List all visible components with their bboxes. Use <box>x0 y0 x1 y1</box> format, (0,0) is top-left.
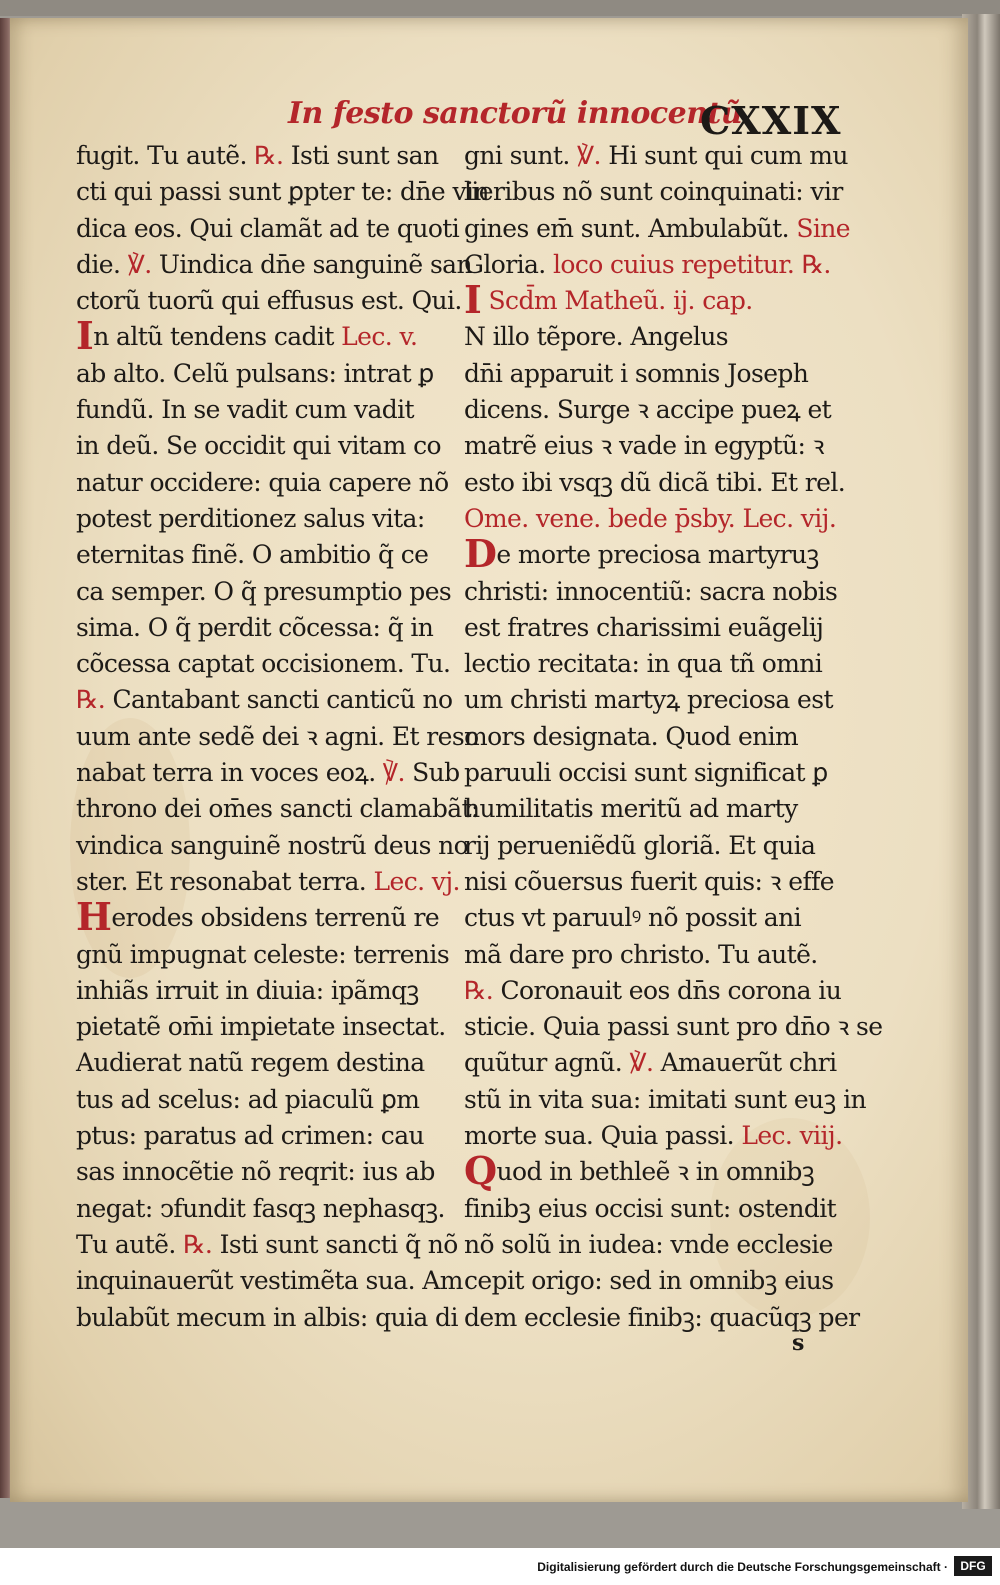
text-segment: lectio recitata: in qua tñ omni <box>464 649 823 679</box>
text-segment: erodes obsidens terrenũ re <box>111 903 440 933</box>
text-line <box>464 900 862 936</box>
text-segment: Amauerũt chri <box>653 1048 837 1078</box>
text-segment: e morte preciosa martyruꝫ <box>496 540 819 570</box>
text-line <box>76 1154 448 1190</box>
text-segment: stũ in vita sua: imitati sunt euꝫ in <box>464 1084 866 1114</box>
text-line <box>76 1118 448 1154</box>
rubric-text: Scd̄m Matheũ. ij. cap. <box>481 286 753 316</box>
text-segment: dem ecclesie finibꝫ: quacũqꝫ per <box>464 1302 860 1332</box>
text-segment: um christi martyꝝ preciosa est <box>464 685 833 715</box>
text-line <box>76 392 448 428</box>
text-segment: Gloria. <box>464 249 553 279</box>
text-line <box>76 755 460 791</box>
rubric-text: Lec. vj. <box>373 866 460 896</box>
text-segment: throno dei om̄es sancti clamabãt: <box>76 794 479 824</box>
text-segment: morte sua. Quia passi. <box>464 1121 742 1151</box>
text-segment: ab alto. Celũ pulsans: intrat ꝑ <box>76 358 434 388</box>
rubricated-initial: I <box>76 313 94 359</box>
rubric-text: ℞. <box>464 975 494 1005</box>
text-segment: cõcessa captat occisionem. Tu. <box>76 649 451 679</box>
scan-top-edge <box>0 0 1000 16</box>
text-line <box>464 682 862 718</box>
text-line <box>76 1263 463 1299</box>
text-line <box>464 973 862 1009</box>
text-segment: ctus vt paruulꝰ nõ possit ani <box>464 903 801 933</box>
text-line <box>76 791 479 827</box>
dfg-logo: DFG <box>954 1556 992 1576</box>
text-line <box>464 646 862 682</box>
text-line <box>76 174 489 210</box>
text-segment: negat: ↄfundit fasqꝫ nephasqꝫ. <box>76 1193 445 1223</box>
text-segment: nõ solũ in iudea: vnde ecclesie <box>464 1229 833 1259</box>
rubricated-initial: Q <box>464 1148 497 1194</box>
rubricated-initial: H <box>76 894 112 940</box>
text-line <box>76 211 460 247</box>
text-segment: uum ante sedẽ dei ꝛ agni. Et reso <box>76 721 479 751</box>
text-line <box>464 1148 862 1194</box>
text-line <box>464 392 862 428</box>
text-segment: ptus: paratus ad crimen: cau <box>76 1121 425 1151</box>
text-segment: Isti sunt sancti q̃ nõ <box>212 1229 458 1259</box>
text-line <box>464 864 862 900</box>
text-segment: Coronauit eos dn̄s corona iu <box>493 975 842 1005</box>
text-line <box>76 574 452 610</box>
rubric-text: ℞. <box>183 1229 213 1259</box>
text-segment: natur occidere: quia capere nõ <box>76 467 449 497</box>
text-line <box>464 1118 862 1154</box>
text-segment: vindica sanguinẽ nostrũ deus no <box>76 830 469 860</box>
text-line <box>464 937 862 973</box>
text-line <box>464 247 862 283</box>
text-line <box>76 1009 448 1045</box>
text-line <box>76 864 460 900</box>
text-line <box>76 973 448 1009</box>
text-segment: cti qui passi sunt ꝑpter te: dn̄e vin <box>76 177 489 207</box>
text-column-right <box>464 138 883 1336</box>
text-segment: rij perueniẽdũ gloriã. Et quia <box>464 830 816 860</box>
signature-mark: s <box>792 1330 805 1356</box>
text-segment: finibꝫ eius occisi sunt: ostendit <box>464 1193 837 1223</box>
text-line <box>464 1227 862 1263</box>
text-segment: uod in bethleẽ ꝛ in omnibꝫ <box>496 1157 815 1187</box>
text-segment: ster. Et resonabat terra. <box>76 866 374 896</box>
text-line <box>464 277 862 323</box>
text-segment: dica eos. Qui clamãt ad te quoti <box>76 213 460 243</box>
text-segment: humilitatis meritũ ad marty <box>464 794 798 824</box>
text-segment: mors designata. Quod enim <box>464 721 799 751</box>
folio-number: CXXIX <box>700 98 842 143</box>
text-segment: Uindica dn̄e sanguinẽ san <box>151 249 472 279</box>
text-segment: inhiãs irruit in diuia: ipãmqꝫ <box>76 975 419 1005</box>
rubric-text: loco cuius repetitur. ℞. <box>552 249 831 279</box>
text-line <box>76 1227 458 1263</box>
text-line <box>464 719 862 755</box>
text-line <box>464 1191 862 1227</box>
text-segment: N illo tẽpore. Angelus <box>464 322 729 352</box>
text-line <box>76 537 448 573</box>
text-segment: potest perditionez salus vita: <box>76 503 425 533</box>
text-segment: in deũ. Se occidit qui vitam co <box>76 431 441 461</box>
text-segment: mã dare pro christo. Tu autẽ. <box>464 939 818 969</box>
text-segment: christi: innocentiũ: sacra nobis <box>464 576 838 606</box>
text-segment: dicens. Surge ꝛ accipe pueꝝ et <box>464 395 832 425</box>
text-segment: paruuli occisi sunt significat ꝑ <box>464 758 828 788</box>
text-segment: quũtur agnũ. <box>464 1048 630 1078</box>
text-line <box>76 247 472 283</box>
text-segment: sas innocẽtie nõ reqrit: ius ab <box>76 1157 435 1187</box>
text-line <box>464 1263 862 1299</box>
rubricated-initial: D <box>464 531 497 577</box>
text-segment: ca semper. O q̃ presumptio pes <box>76 576 452 606</box>
rubric-text: ℣. <box>382 758 405 788</box>
funding-credit: Digitalisierung gefördert durch die Deutsche Forschungsgemeinschaft · <box>537 1560 948 1574</box>
text-line <box>76 501 448 537</box>
text-segment: cepit origo: sed in omnibꝫ eius <box>464 1266 834 1296</box>
text-line <box>464 574 862 610</box>
text-segment: Hi sunt qui cum mu <box>600 141 848 170</box>
text-segment: nisi cõuersus fuerit quis: ꝛ effe <box>464 866 834 896</box>
text-line <box>76 138 448 174</box>
text-line <box>76 1045 448 1081</box>
text-segment: gnũ impugnat celeste: terrenis <box>76 939 450 969</box>
rubric-text: Ome. vene. bede p̄sby. Lec. vij. <box>464 503 837 533</box>
text-segment: fugit. Tu autẽ. <box>76 141 255 170</box>
text-line <box>464 319 862 355</box>
text-segment: n altũ tendens cadit <box>93 322 342 352</box>
text-line <box>464 531 862 577</box>
text-segment: Isti sunt san <box>283 141 439 170</box>
text-line <box>464 755 862 791</box>
rubric-text: ℞. <box>76 685 106 715</box>
rubric-text: ℣. <box>127 249 152 279</box>
rubric-text: Sine <box>796 213 850 243</box>
text-line <box>76 937 448 973</box>
text-segment: inquinauerũt vestimẽta sua. Am <box>76 1266 463 1296</box>
text-segment: die. <box>76 249 128 279</box>
text-line <box>76 828 469 864</box>
text-segment: pietatẽ om̄i impietate insectat. <box>76 1012 446 1042</box>
text-segment: esto ibi vsqꝫ dũ dicã tibi. Et rel. <box>464 467 846 497</box>
running-head: In festo sanctorũ innocentũ <box>288 96 743 131</box>
text-segment: gni sunt. <box>464 141 578 170</box>
text-segment: tus ad scelus: ad piaculũ ꝑm <box>76 1084 420 1114</box>
text-line <box>76 1191 448 1227</box>
text-segment: ctorũ tuorũ qui effusus est. Qui. <box>76 286 462 316</box>
text-line <box>464 1045 862 1081</box>
text-line <box>464 138 862 174</box>
text-line <box>76 646 451 682</box>
text-line <box>76 719 479 755</box>
text-segment: sticie. Quia passi sunt pro dn̄o ꝛ se <box>464 1012 883 1042</box>
text-line <box>76 1082 448 1118</box>
text-segment: gines em̄ sunt. Ambulabũt. <box>464 213 797 243</box>
text-segment: eternitas finẽ. O ambitio q̃ ce <box>76 540 429 570</box>
text-line <box>464 428 862 464</box>
text-segment: fundũ. In se vadit cum vadit <box>76 395 414 425</box>
text-segment: Sub <box>404 758 460 788</box>
text-segment: Audierat natũ regem destina <box>76 1048 425 1078</box>
rubric-text: Lec. viij. <box>741 1121 843 1151</box>
text-line <box>76 465 448 501</box>
text-segment: bulabũt mecum in albis: quia di <box>76 1302 458 1332</box>
text-line <box>76 356 448 392</box>
text-line <box>464 501 862 537</box>
text-line <box>464 610 862 646</box>
text-line <box>76 428 448 464</box>
text-line <box>76 894 448 940</box>
text-line <box>464 465 862 501</box>
text-column-left <box>76 138 489 1336</box>
text-line <box>464 828 862 864</box>
rubric-text: Lec. v. <box>341 322 418 352</box>
text-line <box>464 356 862 392</box>
text-segment: lieribus nõ sunt coinquinati: vir <box>464 177 843 207</box>
text-line <box>76 313 448 359</box>
text-segment: est fratres charissimi euãgelij <box>464 612 824 642</box>
text-line <box>76 283 462 319</box>
text-segment: dn̄i apparuit i somnis Joseph <box>464 358 809 388</box>
text-segment: Tu autẽ. <box>76 1229 184 1259</box>
text-segment: Cantabant sancti canticũ no <box>105 685 453 715</box>
text-line <box>464 211 862 247</box>
text-line <box>464 1082 866 1118</box>
rubric-text: ℣. <box>629 1048 654 1078</box>
text-line <box>464 791 862 827</box>
text-line <box>76 1300 458 1336</box>
text-segment: matrẽ eius ꝛ vade in egyptũ: ꝛ <box>464 431 824 461</box>
rubricated-initial: I <box>464 277 482 323</box>
rubric-text: ℣. <box>577 141 601 170</box>
text-line <box>76 610 448 646</box>
text-line <box>76 682 453 718</box>
text-line <box>464 174 862 210</box>
text-line <box>464 1009 883 1045</box>
text-segment: sima. O q̃ perdit cõcessa: q̃ in <box>76 612 434 642</box>
rubric-text: ℞. <box>254 141 284 170</box>
text-segment: nabat terra in voces eoꝝ. <box>76 758 383 788</box>
